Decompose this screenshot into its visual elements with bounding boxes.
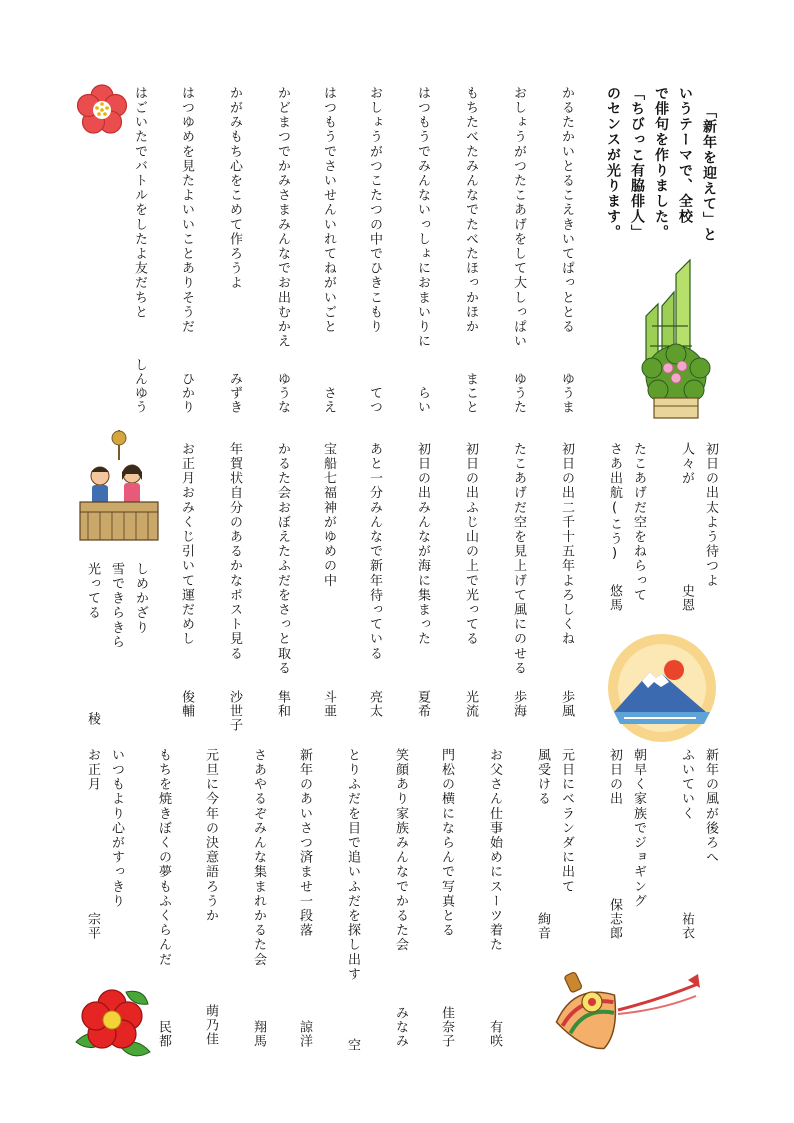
haiku-text: 新年の風が後ろへ [703, 748, 718, 865]
kadomatsu-icon [636, 256, 716, 422]
haiku-text: お正月 [85, 748, 100, 792]
haiku-author: らい [415, 386, 430, 414]
haiku-text: たこあげだ空を見上げて風にのせる [511, 442, 526, 676]
haiku-text: 初日の出ふじ山の上で光ってる [463, 442, 478, 647]
haiku-text: かるたかいとるこえきいてぱっととる [559, 86, 574, 335]
haiku-text: 初日の出みんなが海に集まった [415, 442, 430, 647]
haiku-author: 亮太 [367, 690, 382, 718]
haiku-author: 斗亜 [321, 690, 336, 718]
haiku-text: かどまつでかみさまみんなでお出むかえ [275, 86, 290, 349]
haiku-text: はつゆめを見たよいいことありそうだ [179, 86, 194, 335]
shrine-prayer-icon [76, 428, 162, 542]
haiku-text: さあ出航(こう) [607, 442, 622, 563]
haiku-text: かがみもち心をこめて作ろうよ [227, 86, 242, 291]
haiku-author: 史恩 [679, 584, 694, 612]
haiku-text: いつもより心がすっきり [109, 748, 124, 909]
haiku-author: 夏希 [415, 690, 430, 718]
haiku-author: 悠馬 [607, 584, 622, 612]
haiku-author: ゆうま [559, 372, 574, 414]
haiku-text: とりふだを目で追いふだを探し出す [345, 748, 360, 982]
haiku-text: さあやるぞみんな集まれかるた会 [251, 748, 266, 967]
haiku-author: 空 [345, 1038, 360, 1052]
haiku-text: おしょうがつたこあげをして大しっぱい [511, 86, 526, 349]
haiku-text: あと一分みんなで新年待っている [367, 442, 382, 661]
haiku-text: もちたべたみんなでたべたほっかほか [463, 86, 478, 335]
haiku-author: 沙世子 [227, 690, 242, 732]
haiku-author: 光流 [463, 690, 478, 718]
haiku-text: はつもうでさいせんいれてねがいごと [321, 86, 336, 335]
haiku-author: 萌乃佳 [203, 1004, 218, 1046]
haiku-text: かるた会おぼえたふだをさっと取る [275, 442, 290, 676]
haiku-author: 佳奈子 [439, 1006, 454, 1048]
haiku-author: 隼和 [275, 690, 290, 718]
haiku-text: 初日の出太よう待つよ [703, 442, 718, 588]
haiku-text: もちを焼きぼくの夢もふくらんだ [156, 748, 171, 967]
haiku-text: 元日にベランダに出て [559, 748, 574, 894]
haiku-text: はつもうでみんないっしょにおまいりに [415, 86, 430, 349]
haiku-text: 初日の出 [607, 748, 622, 807]
haiku-author: 俊輔 [179, 690, 194, 718]
haiku-author: 有咲 [487, 1020, 502, 1048]
haiku-author: ゆうな [275, 372, 290, 414]
intro-line-1: 「新年を迎えて」と [701, 104, 717, 243]
haiku-author: 稜 [85, 712, 100, 726]
haiku-author: みなみ [393, 1006, 408, 1048]
haiku-author: 宗平 [85, 912, 100, 940]
haiku-author: 翔馬 [251, 1020, 266, 1048]
intro-line-4: 「ちびっこ有脇俳人」 [629, 86, 645, 240]
haiku-author: 保志郎 [607, 898, 622, 940]
intro-line-5: のセンスが光ります。 [605, 86, 621, 240]
haiku-text: 光ってる [85, 562, 100, 621]
haiku-author: 歩海 [511, 690, 526, 718]
haiku-text: はごいたでバトルをしたよ友だちと [132, 86, 147, 320]
haiku-author: 民都 [156, 1020, 171, 1048]
intro-line-2: いうテーマで、全校 [677, 86, 693, 225]
haiku-text: おしょうがつこたつの中でひきこもり [367, 86, 382, 335]
haiku-text: お正月おみくじ引いて運だめし [179, 442, 194, 647]
haiku-author: みずき [227, 372, 242, 414]
haiku-author: ゆうた [511, 372, 526, 414]
haiku-text: 年賀状自分のあるかなポスト見る [227, 442, 242, 661]
haiku-author: しんゆう [132, 358, 147, 414]
camellia-icon [72, 982, 154, 1064]
spinning-top-icon [548, 970, 700, 1058]
haiku-author: ひかり [179, 372, 194, 414]
haiku-text: 門松の横にならんで写真とる [439, 748, 454, 938]
haiku-text: 朝早く家族でジョギング [631, 748, 646, 909]
haiku-author: 祐衣 [679, 912, 694, 940]
haiku-author: 諒洋 [297, 1020, 312, 1048]
haiku-text: たこあげだ空をねらって [631, 442, 646, 603]
plum-blossom-icon [74, 82, 130, 138]
mount-fuji-sunrise-icon [606, 632, 718, 744]
haiku-text: 人々が [679, 442, 694, 486]
intro-line-3: で俳句を作りました。 [653, 86, 669, 240]
haiku-text: 新年のあいさつ済ませ一段落 [297, 748, 312, 938]
haiku-text: 風受ける [535, 748, 550, 807]
haiku-text: お父さん仕事始めにスーツ着た [487, 748, 502, 953]
haiku-text: 雪できらきら [109, 562, 124, 650]
haiku-text: ふいていく [679, 748, 694, 821]
haiku-text: 笑顔あり家族みんなでかるた会 [393, 748, 408, 953]
haiku-text: 元旦に今年の決意語ろうか [203, 748, 218, 924]
haiku-text: 初日の出二千十五年よろしくね [559, 442, 574, 647]
haiku-author: 歩風 [559, 690, 574, 718]
haiku-author: てつ [367, 386, 382, 414]
haiku-text: しめかざり [133, 562, 148, 635]
haiku-author: まこと [463, 372, 478, 414]
haiku-text: 宝船七福神がゆめの中 [321, 442, 336, 588]
haiku-author: 絢音 [535, 912, 550, 940]
haiku-author: さえ [321, 386, 336, 414]
